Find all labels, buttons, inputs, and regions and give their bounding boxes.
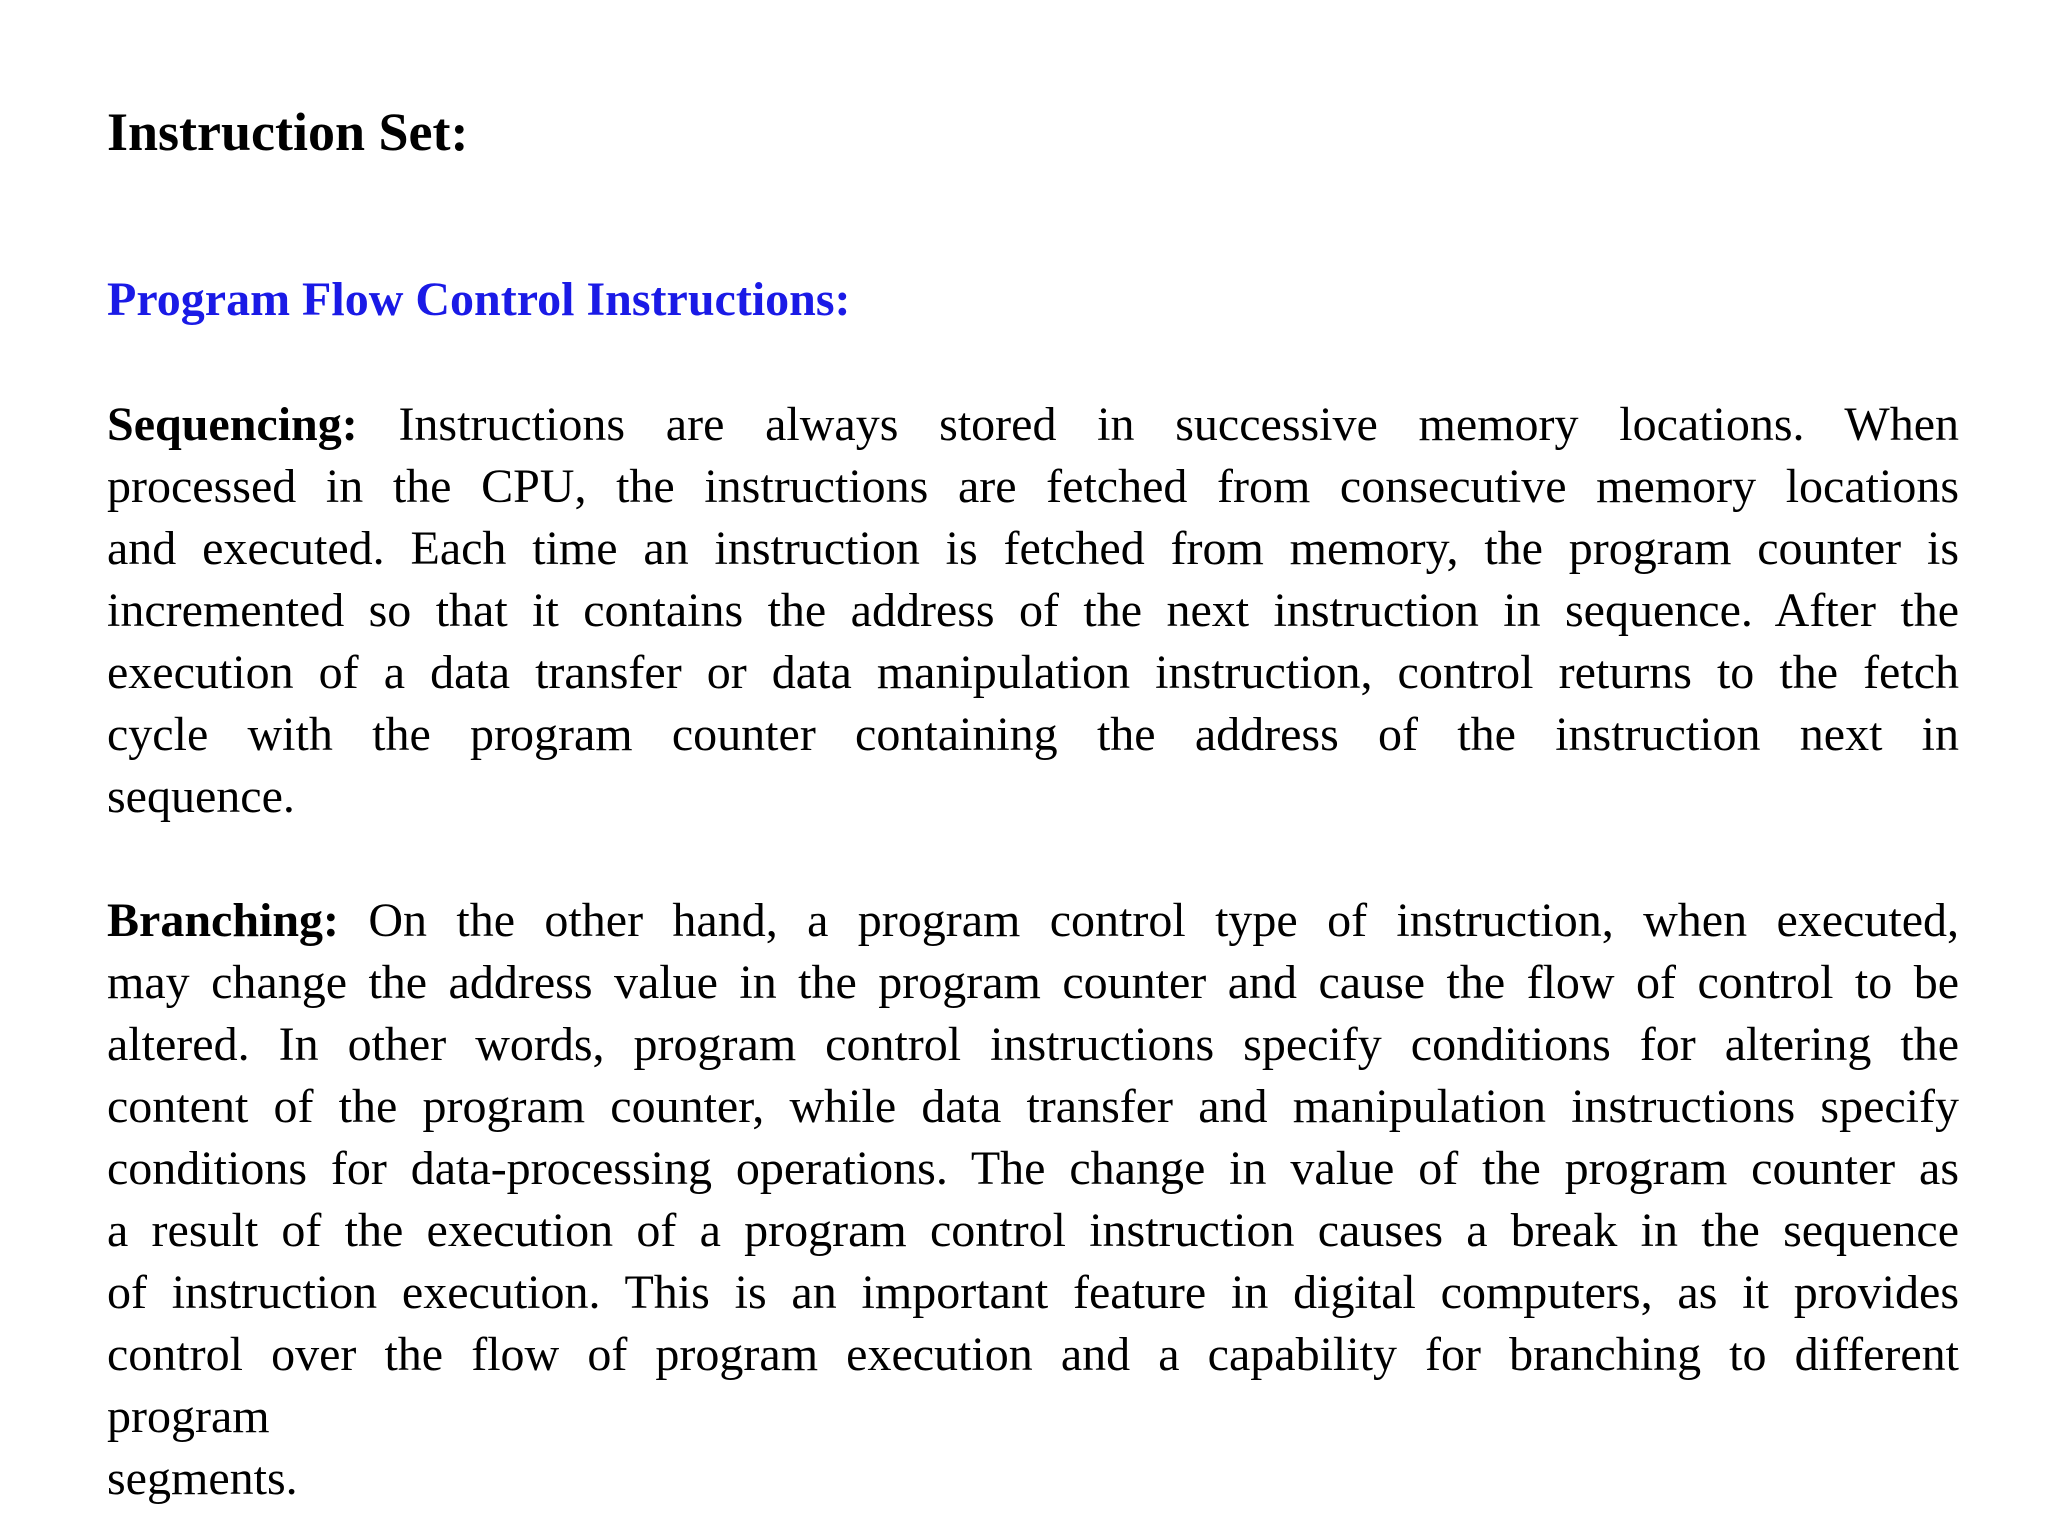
paragraph-line [107,394,1959,456]
paragraph-line: and executed. Each time an instruction is fetched from memory, the program counter is [107,522,1959,575]
paragraph-sequencing [107,394,1959,828]
paragraph-line: altered. In other words, program control instructions specify conditions for altering the [107,1018,1959,1071]
paragraph-line: program [107,1390,270,1443]
line-text: Instructions are always stored in successive memory locations. When [357,398,1959,451]
line-text: On the other hand, a program control type of instruction, when executed, [339,894,1959,947]
paragraph-line: processed in the CPU, the instructions are fetched from consecutive memory locations [107,460,1959,513]
paragraph-line: may change the address value in the program counter and cause the flow of control to be [107,956,1959,1009]
term-sequencing: Sequencing: [107,398,358,451]
paragraph-line: conditions for data-processing operations. The change in value of the program counter as [107,1142,1959,1195]
paragraph-branching [107,890,1959,1510]
term-branching: Branching: [107,894,340,947]
paragraph-line: content of the program counter, while data transfer and manipulation instructions specify [107,1080,1959,1133]
paragraph-line: a result of the execution of a program control instruction causes a break in the sequence [107,1204,1959,1257]
paragraph-line: execution of a data transfer or data manipulation instruction, control returns to the fetch [107,646,1959,699]
page-title: Instruction Set: [107,102,469,162]
paragraph-line: segments. [107,1452,298,1505]
section-title: Program Flow Control Instructions: [107,273,851,326]
paragraph-line: incremented so that it contains the address of the next instruction in sequence. After the [107,584,1959,637]
paragraph-line: cycle with the program counter containing the address of the instruction next in [107,708,1959,761]
paragraph-line [107,890,1959,952]
paragraph-line: of instruction execution. This is an important feature in digital computers, as it provides [107,1266,1959,1319]
paragraph-line: sequence. [107,770,295,823]
paragraph-line: control over the flow of program execution and a capability for branching to different [107,1328,1959,1381]
